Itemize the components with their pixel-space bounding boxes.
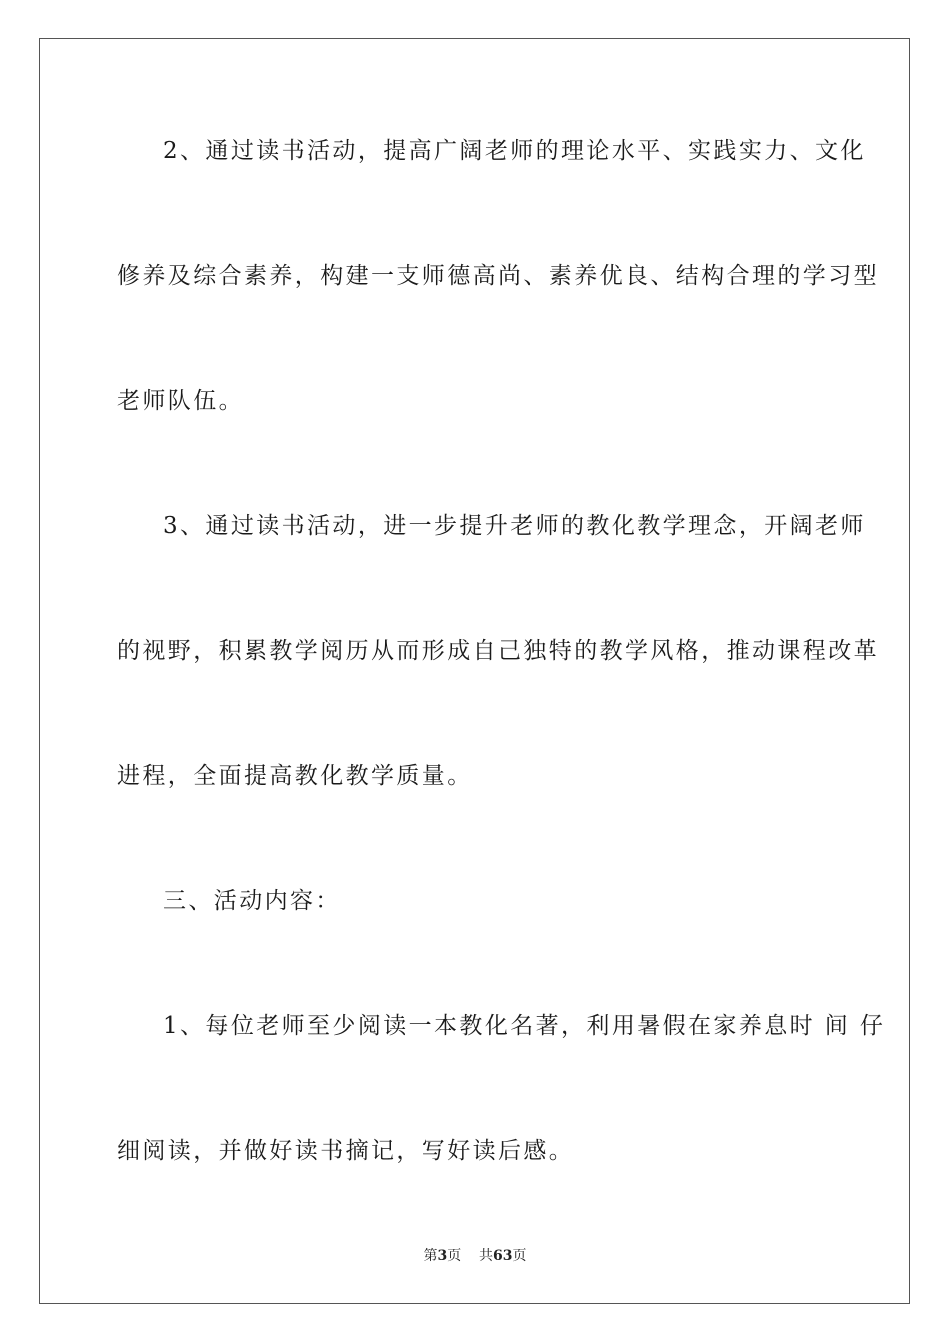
body-line-9: 细阅读，并做好读书摘记，写好读后感。	[117, 1138, 575, 1164]
footer-total-pages: 63	[493, 1248, 513, 1264]
body-line-3: 老师队伍。	[117, 388, 244, 414]
body-line-1: 2、通过读书活动，提高广阔老师的理论水平、实践实力、文化	[163, 138, 866, 164]
footer-page-suffix: 页	[447, 1248, 462, 1264]
footer-total-prefix: 共	[479, 1248, 494, 1264]
body-line-5: 的视野，积累教学阅历从而形成自己独特的教学风格，推动课程改革	[117, 638, 879, 664]
footer-total-suffix: 页	[512, 1248, 527, 1264]
page-footer	[0, 1246, 950, 1266]
section-heading: 三、活动内容：	[163, 888, 341, 914]
body-line-2: 修养及综合素养，构建一支师德高尚、素养优良、结构合理的学习型	[117, 263, 879, 289]
body-line-4: 3、通过读书活动，进一步提升老师的教化教学理念，开阔老师	[163, 513, 866, 539]
footer-page-prefix: 第	[423, 1248, 438, 1264]
page-border	[39, 38, 910, 1304]
body-line-8: 1、每位老师至少阅读一本教化名著，利用暑假在家养息时 间 仔	[163, 1013, 886, 1039]
body-line-6: 进程，全面提高教化教学质量。	[117, 763, 473, 789]
footer-page-number: 3	[437, 1248, 448, 1264]
